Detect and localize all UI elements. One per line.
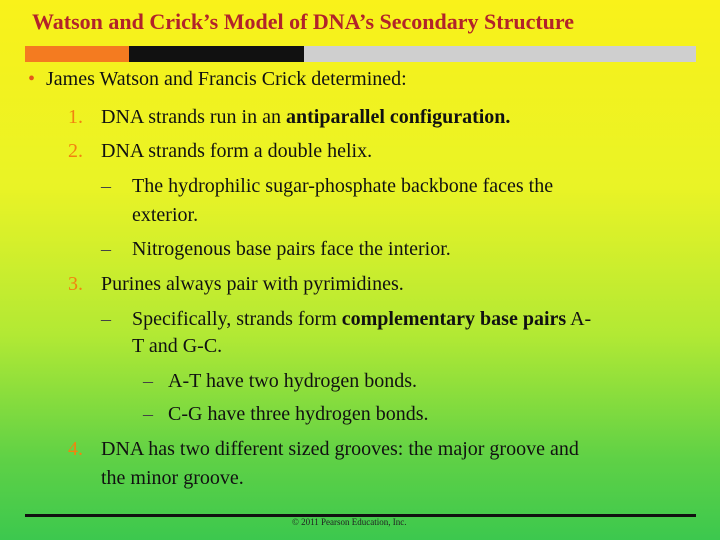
item-text: DNA strands run in an <box>101 106 286 128</box>
bullet-icon: • <box>28 68 36 90</box>
bar-orange-segment <box>25 46 129 62</box>
subsub-item-3a: A-T have two hydrogen bonds. <box>168 370 418 392</box>
bar-black-segment <box>129 46 304 62</box>
slide-title: Watson and Crick’s Model of DNA’s Secondary Structure <box>32 9 575 34</box>
sub-item-dash <box>101 237 111 261</box>
dash-icon: – <box>143 370 153 392</box>
subsub-item-dash <box>143 402 153 426</box>
list-item-1-text <box>101 105 510 129</box>
dash-icon: – <box>101 308 111 330</box>
list-item-4-line2: the minor groove. <box>101 467 244 489</box>
subsub-item-dash <box>143 369 153 393</box>
dash-icon: – <box>101 175 111 197</box>
sub-item-dash <box>101 174 111 198</box>
sub-item-text-after: A- <box>566 308 592 330</box>
list-item-3 <box>68 272 83 296</box>
sub-item-dash <box>101 307 111 331</box>
list-item-2 <box>68 139 83 163</box>
item-number: 3. <box>68 273 83 295</box>
sub-item-2b: Nitrogenous base pairs face the interior. <box>132 238 451 260</box>
sub-item-2a-line2: exterior. <box>132 204 199 226</box>
list-item-3-text: Purines always pair with pyrimidines. <box>101 273 404 295</box>
sub-item-3-line2: T and G-C. <box>132 335 223 357</box>
sub-item-2a-line1: The hydrophilic sugar-phosphate backbone faces the <box>132 175 554 197</box>
item-number: 1. <box>68 106 83 128</box>
list-item-4 <box>68 437 83 461</box>
sub-item-3-line1 <box>132 307 591 331</box>
list-item-1 <box>68 105 83 129</box>
subsub-item-3b: C-G have three hydrogen bonds. <box>168 403 429 425</box>
sub-item-bold-text: complementary base pairs <box>341 308 567 330</box>
item-bold-text: antiparallel configuration. <box>285 106 511 128</box>
copyright-notice: © 2011 Pearson Education, Inc. <box>292 517 407 527</box>
list-item-2-text: DNA strands form a double helix. <box>101 140 373 162</box>
intro-text: James Watson and Francis Crick determined: <box>46 68 407 90</box>
bar-gray-segment <box>304 46 696 62</box>
list-item-4-line1: DNA has two different sized grooves: the major groove and <box>101 438 579 460</box>
dash-icon: – <box>101 238 111 260</box>
sub-item-text: Specifically, strands form <box>132 308 342 330</box>
intro-bullet <box>28 67 407 91</box>
item-number: 2. <box>68 140 83 162</box>
title-underline-bar <box>25 46 696 62</box>
item-number: 4. <box>68 438 83 460</box>
dash-icon: – <box>143 403 153 425</box>
